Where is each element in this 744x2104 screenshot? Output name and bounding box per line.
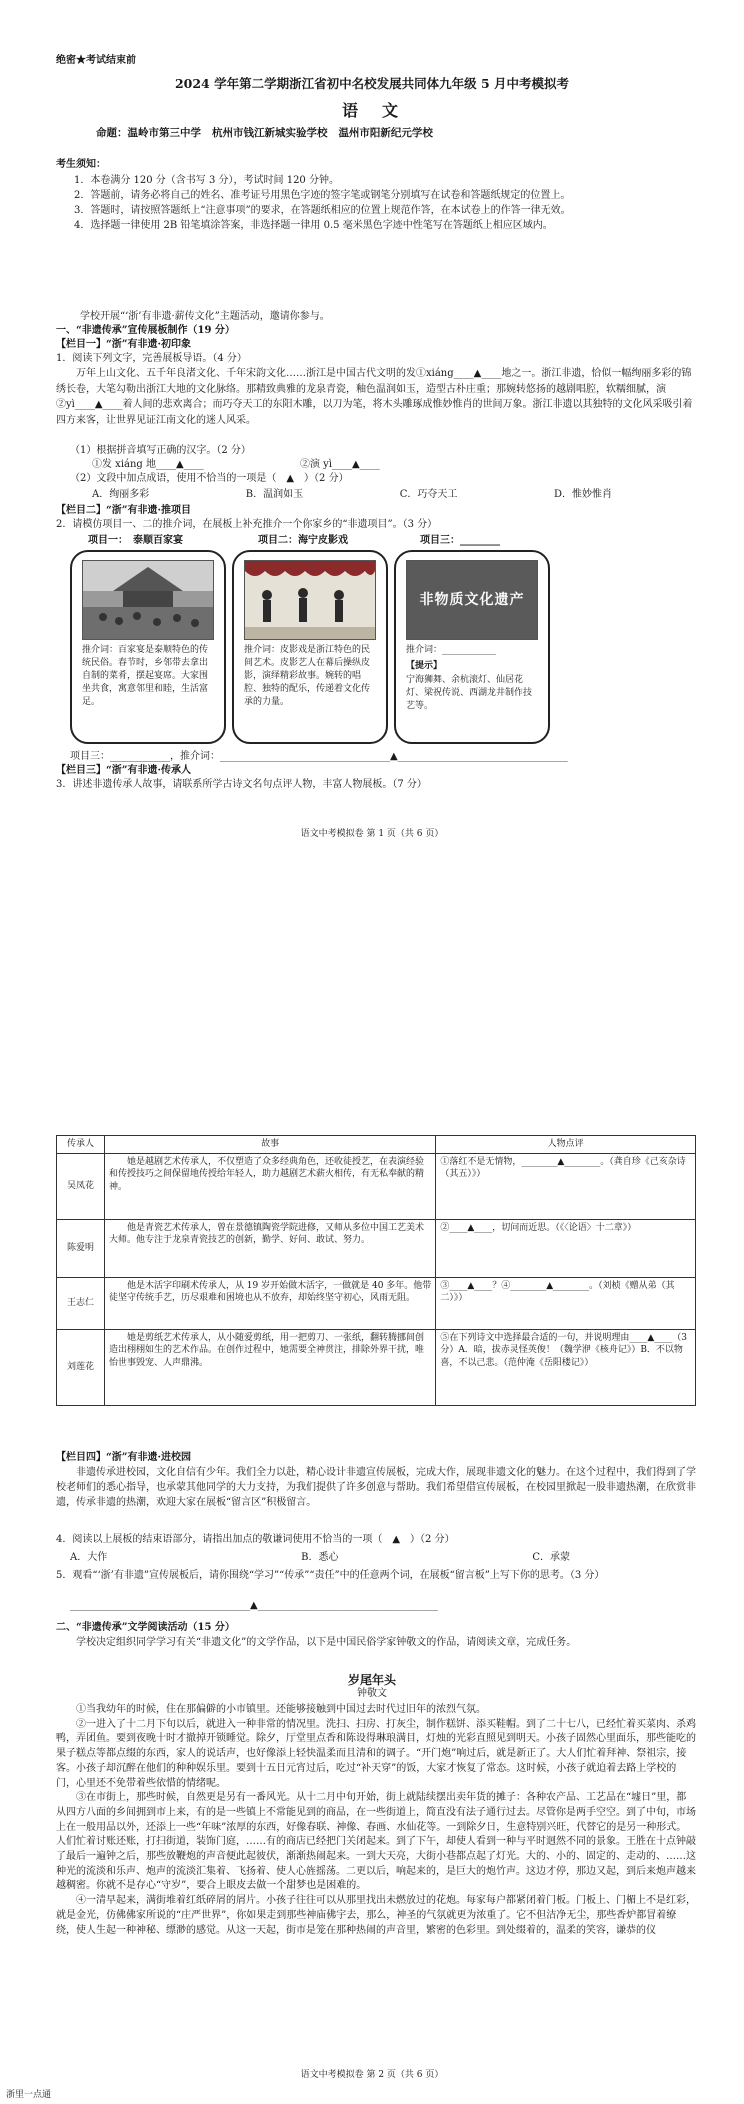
option-b[interactable]: B．悉心 (301, 1552, 339, 1563)
shadow-puppet-photo (244, 560, 376, 640)
inheritor-story: 她是剪纸艺术传承人，从小随爱剪纸，用一把剪刀、一张纸，翻转腾挪间创造出栩栩如生的艺术作品。在创作过程中，她需要全神贯注，排除外界干扰，唯怡世事毁宠、人声鼎沸。 (104, 1329, 435, 1405)
heritage-banner (406, 560, 538, 640)
table-header: 故事 (104, 1136, 435, 1154)
confidential-mark: 绝密★考试结束前 (56, 55, 136, 66)
column-4-heading: 【栏目四】“浙”有非遗·进校园 (56, 1452, 191, 1463)
table-row (57, 1277, 696, 1329)
inheritor-name: 陈爱明 (57, 1219, 105, 1277)
project-2-title: 项目二：海宁皮影戏 (258, 535, 348, 546)
article-paragraph: ②一进入了十二月下旬以后，就进入一种非常的情况里。洗扫、扫房、打灰尘，制作糕饼、添买鞋帽。到了二十七八，已经忙着买菜肉、杀鸡鸭，弄团鱼。要到夜晚十时才撤掉开锁睡觉。除夕，厅堂里点香和陈设得琳琅满目，灯烛的光彩直照见到明天。小孩子固然心里面乐，那些能吃的果子糕点等都点缀的东西，家人的说话声，也好像添上轻快温柔而且清和的调子。“开门炮”响过后，就是新正了。大人们忙着拜神、祭祖宗，接客。小孩子却沉醉在他们的种种娱乐里。要到十五日元宵过后，吃过“补天穿”的饭，大家才恢复了常态。这时候，小孩子就迫着去路上学校的门，心里还不免带着些依惜的情绪呢。 (56, 1718, 696, 1789)
watermark: 浙里一点通 (6, 2090, 52, 2100)
inheritor-story: 他是青瓷艺术传承人，曾在景德镇陶瓷学院进修，又师从多位中国工艺美术大师。他专注于龙泉青瓷技艺的创新，勤学、好问、敢试、努力。 (104, 1219, 435, 1277)
banquet-photo (82, 560, 214, 640)
project-3-text[interactable]: 推介词：____________ (406, 645, 497, 655)
notice-list (74, 173, 674, 233)
question-4: 4．阅读以上展板的结束语部分，请指出加点的敬谦词使用不恰当的一项（ ▲ ）（2 分） (56, 1534, 455, 1545)
project-2-text: 推介词：皮影戏是浙江特色的民间艺术。皮影艺人在幕后操纵皮影，演绎精彩故事。婉转的唱腔、独特的配乐，传递着文化传承的力量。 (244, 645, 371, 707)
page-2-footer: 语文中考模拟卷 第 2 页（共 6 页） (300, 2070, 444, 2080)
section-1-heading: 一、“非遗传承”宣传展板制作（19 分） (56, 325, 235, 336)
column-1-heading: 【栏目一】“浙”有非遗·初印象 (56, 339, 191, 350)
project-3-card (394, 550, 550, 744)
article-paragraph: ①当我幼年的时候，住在那偏僻的小市镇里。还能够接触到中国过去时代过旧年的浓烈气氛。 (76, 1704, 486, 1715)
question-1-sub2: （2）文段中加点成语，使用不恰当的一项是（ ▲ ）（2 分） (70, 473, 349, 484)
inheritor-comment[interactable]: ⑤在下列诗文中选择最合适的一句，并说明理由____▲____（3 分）A．暗，拔赤灵怪英俊！（魏学洢《核舟记》）B．不以物喜，不以己悲。（范仲淹《岳阳楼记》） (436, 1329, 696, 1405)
inheritor-table (56, 1135, 696, 1406)
option-c[interactable]: C．承蒙 (532, 1552, 570, 1563)
notice-item: 1．本卷满分 120 分（含书写 3 分），考试时间 120 分钟。 (74, 175, 339, 186)
question-1-passage: 万年上山文化、五千年良渚文化、千年宋韵文化……浙江是中国古代文明的发①xiáng____▲____地之一。浙江非遗，恰似一幅绚丽多彩的锦绣长卷，大笔勾勒出浙江大地的文化脉络。那精致典雅的龙泉青瓷，釉色温润如玉，造型古朴庄重；那婉转悠扬的越剧唱腔，软糯细腻，演②yì____▲____着人间的悲欢离合；而巧夺天工的东阳木雕，以刀为笔，将木头雕琢成惟妙惟肖的世间万象。浙江非遗以其独特的文化风采吸引着四方来客，让世界见证江南文化的迷人风采。 (56, 368, 693, 426)
inheritor-name: 刘莲花 (57, 1329, 105, 1405)
question-1-options (92, 488, 612, 502)
exam-title: 2024 学年第二学期浙江省初中名校发展共同体九年级 5 月中考模拟考 (174, 76, 570, 91)
table-header-row (57, 1136, 696, 1154)
hint-text: 宁海狮舞、余杭滚灯、仙居花灯、梁祝传说、西湖龙井制作技艺等。 (406, 675, 533, 711)
option-c[interactable]: C．巧夺天工 (399, 489, 458, 500)
question-1-sub1: （1）根据拼音填写正确的汉字。（2 分） (70, 445, 251, 456)
exam-page-2 (0, 1135, 744, 2104)
question-5-answer-line[interactable]: ____________________________________▲____________________________________ (70, 1600, 438, 1611)
table-row (57, 1329, 696, 1405)
heritage-banner-text: 非物质文化遗产 (419, 592, 525, 608)
section-2-heading: 二、“非遗传承”文学阅读活动（15 分） (56, 1622, 235, 1633)
notice-item: 3．答题时，请按照答题纸上“注意事项”的要求，在答题纸相应的位置上规范作答，在本试卷上的作答一律无效。 (74, 205, 571, 216)
subject-title: 语 文 (341, 101, 402, 120)
table-header: 传承人 (57, 1136, 105, 1154)
page-gap (0, 1035, 744, 1135)
hint-label: 【提示】 (406, 661, 443, 671)
inheritor-comment[interactable]: ①落红不是无情物，________▲________。（龚自珍《己亥杂诗（其五）》） (436, 1153, 696, 1219)
question-5: 5．观看“‘浙’有非遗”宣传展板后，请你围绕“学习”“传承”“责任”中的任意两个词，在展板“留言板”上写下你的思考。（3 分） (56, 1570, 605, 1581)
notice-title: 考生须知： (56, 159, 106, 170)
option-d[interactable]: D．惟妙惟肖 (553, 489, 612, 500)
page-1-footer: 语文中考模拟卷 第 1 页（共 6 页） (300, 829, 444, 839)
inheritor-story: 她是越剧艺术传承人，不仅塑造了众多经典角色，还收徒授艺，在表演经验和传授技巧之间保留地传授给年轻人，助力越剧艺术薪火相传，有无私奉献的精神。 (104, 1153, 435, 1219)
article-paragraph: ④一清早起来，满街堆着红纸碎屑的屑片。小孩子往往可以从那里找出未燃放过的花炮。每家每户都紧闭着门板。门板上、门楣上不是红彩，就是金光，仿佛佛家所说的“庄严世界”，你如果走到那些神庙佛宇去，那么，神圣的气氛就更为浓重了。它不但洁净无尘，那些香炉都冒着缭绕，使人生起一种神秘、缥渺的感觉。从这一天起，街市是笼在那种热闹的声音里，繁密的色彩里。到处缀着的，温柔的笑容，谦恭的仪 (56, 1895, 696, 1936)
project-3-title: 项目三：________ (420, 535, 500, 546)
inheritor-comment[interactable]: ③____▲____？④________▲________。（刘桢《赠从弟（其二）》） (436, 1277, 696, 1329)
column-2-heading: 【栏目二】“浙”有非遗·推项目 (56, 505, 191, 516)
project-1-title: 项目一： 泰顺百家宴 (88, 535, 183, 546)
option-b[interactable]: B．温润如玉 (245, 489, 304, 500)
inheritor-comment[interactable]: ②____▲____，切问而近思。（《〈论语〉十二章》） (436, 1219, 696, 1277)
article-body (56, 1703, 696, 1938)
article-title: 岁尾年头 (347, 1673, 396, 1687)
table-row (57, 1153, 696, 1219)
question-4-options (70, 1551, 570, 1565)
article-author: 钟敬文 (357, 1688, 387, 1699)
option-a[interactable]: A．大作 (70, 1552, 108, 1563)
column-3-heading: 【栏目三】“浙”有非遗·传承人 (56, 765, 191, 776)
question-2-answer-line[interactable]: 项目三：____________，推介词：__________________________________▲__________________________________ (70, 751, 568, 762)
exam-page-1 (0, 0, 744, 1035)
table-row (57, 1219, 696, 1277)
blank-1[interactable]: ①发 xiáng 地____▲____ (92, 459, 204, 470)
question-2: 2．请模仿项目一、二的推介词，在展板上补充推介一个你家乡的“非遗项目”。（3 分） (56, 519, 438, 530)
project-1-card (70, 550, 226, 744)
question-1: 1．阅读下列文字，完善展板导语。（4 分） (56, 353, 247, 364)
table-header: 人物点评 (436, 1136, 696, 1154)
setters: 命题：温岭市第三中学 杭州市钱江新城实验学校 温州市阳新纪元学校 (96, 127, 433, 139)
project-1-text: 推介词：百家宴是泰顺特色的传统民俗。春节时，乡邻带去拿出自制的菜肴，摆起宴席。大家围坐共食，寓意邻里和睦，生活富足。 (82, 645, 209, 707)
inheritor-name: 王志仁 (57, 1277, 105, 1329)
blank-2[interactable]: ②演 yì____▲____ (300, 459, 380, 470)
article-paragraph: ③在市街上，那些时候，自然更是另有一番风光。从十二月中旬开始，街上就陆续摆出卖年货的摊子：各种农产品、工艺品在“墟日”里，都从四方八面的乡间拥到市上来，有的是一些镇上不常能见到的商品，在一些街道上，简直没有法子通行过去。尽管你是两手空空。到了中旬，市场上在一般用品以外，还添上一些“年味”浓厚的东西，好像春联、神像、春画、水仙花等。一到除夕日，生意特别兴旺，代替它的是另一种形式。人们忙着讨账还账，打扫街道，装饰门庭，……有的商店已经把门关闭起来。到了下午，却使人看到一种与平时迥然不同的景象。王胜在十点钟敲了最后一遍钟之后，那些放鞭炮的声音便此起彼伏，渐渐热闹起来。一到大天亮，大街小巷都点起了灯光。大的、小的、固定的、走动的、……这种光的流淡和乐声、炮声的流淡汇集着、飞扬着、使人心旌摇荡。二更以后，响起来的，是巨大的炮竹声。这边才停，那边又起，到后来炮声越来越稠密。你就不是存心“守岁”，要合上眼皮去做一个甜梦也是困难的。 (56, 1792, 696, 1892)
project-2-card (232, 550, 388, 744)
section-2-intro: 学校决定组织同学学习有关“非遗文化”的文学作品，以下是中国民俗学家钟敬文的作品，请阅读文章，完成任务。 (76, 1637, 577, 1648)
question-3: 3．讲述非遗传承人故事，请联系所学古诗文名句点评人物，丰富人物展板。（7 分） (56, 779, 427, 790)
inheritor-name: 吴凤花 (57, 1153, 105, 1219)
column-4-text: 非遗传承进校园，文化自信有少年。我们全力以赴，精心设计非遗宣传展板，完成大作，展现非遗文化的魅力。在这个过程中，我们得到了学校老师们的悉心指导，也承蒙其他同学的大力支持，为我们提供了许多创意与帮助。我们希望借宣传展板，在校园里掀起一股非遗热潮，在欣赏非遗，传承非遗的热潮，欢迎大家在展板“留言区”积极留言。 (56, 1467, 696, 1508)
notice-item: 4．选择题一律使用 2B 铅笔填涂答案，非选择题一律用 0.5 毫米黑色字迹中性笔写在答题纸上相应区域内。 (74, 220, 553, 231)
inheritor-story: 他是木活字印刷术传承人，从 19 岁开始做木活字，一做就是 40 多年。他带徒坚守传统手艺，历尽艰难和困境也从不放弃，却始终坚守初心，风雨无阻。 (104, 1277, 435, 1329)
notice-item: 2．答题前，请务必将自己的姓名、准考证号用黑色字迹的签字笔或钢笔分别填写在试卷和答题纸规定的位置上。 (74, 190, 571, 201)
option-a[interactable]: A．绚丽多彩 (92, 489, 150, 500)
activity-intro: 学校开展“‘浙’有非遗·薪传文化”主题活动，邀请你参与。 (80, 311, 330, 322)
